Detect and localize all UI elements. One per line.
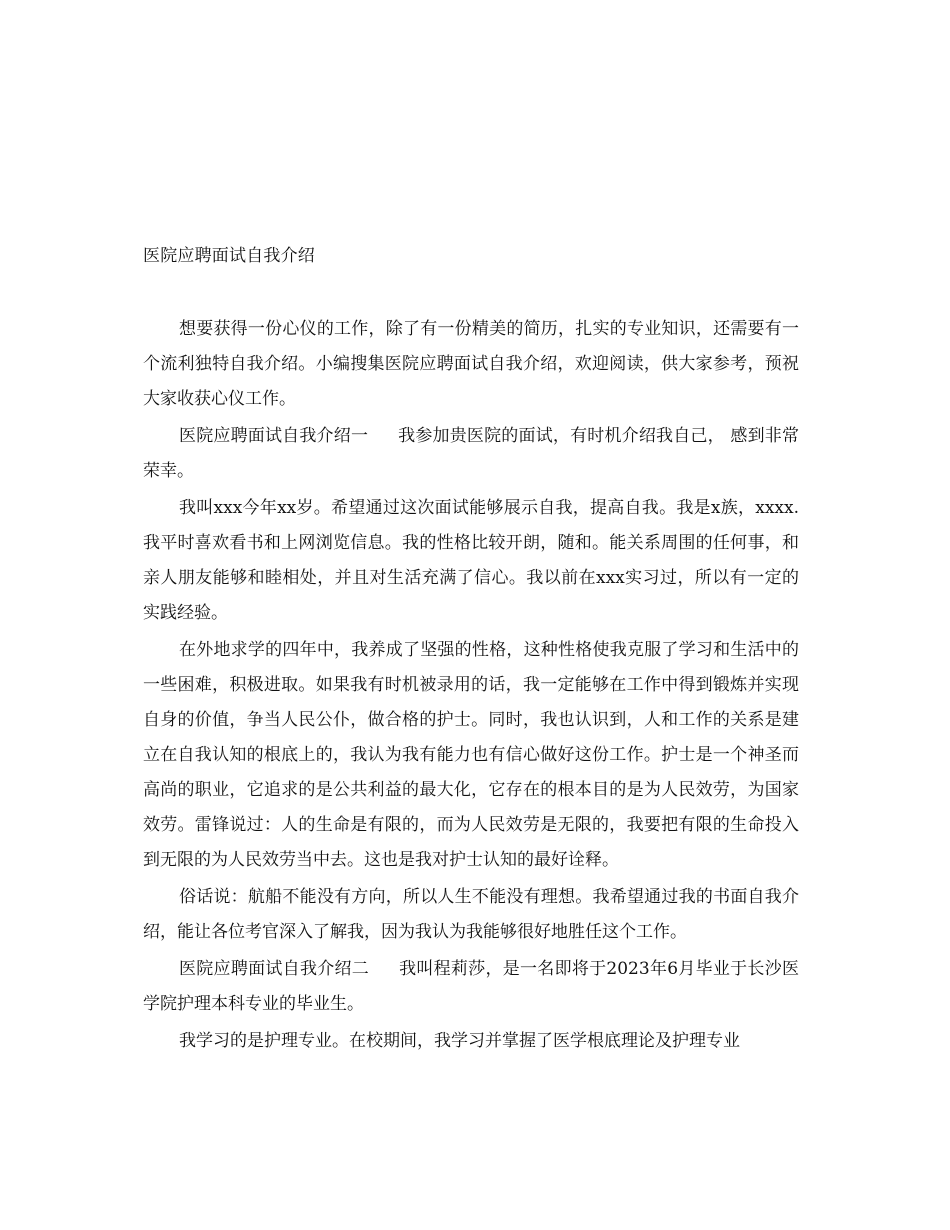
document-title: 医院应聘面试自我介绍 <box>143 246 315 266</box>
body-paragraph <box>143 633 799 878</box>
body-paragraph <box>143 491 799 631</box>
paragraph-text: 我叫程莉莎，是一名即将于2023年6月毕业于长沙医学院护理本科专业的毕业生。 <box>143 959 799 1014</box>
section-one-paragraph <box>143 419 799 489</box>
section-heading: 医院应聘面试自我介绍二 <box>179 959 370 979</box>
paragraph-text: 在外地求学的四年中，我养成了坚强的性格，这种性格使我克服了学习和生活中的一些困难，积极进取。如果我有时机被录用的话，我一定能够在工作中得到锻炼并实现自身的价值，争当人民公仆，做合格的护士。同时，我也认识到，人和工作的关系是建立在自我认知的根底上的，我认为我有能力也有信心做好这份工作。护士是一个神圣而高尚的职业，它追求的是公共利益的最大化，它存在的根本目的是为人民效劳，为国家效劳。雷锋说过：人的生命是有限的，而为人民效劳是无限的，我要把有限的生命投入到无限的为人民效劳当中去。这也是我对护士认知的最好诠释。 <box>143 640 799 870</box>
paragraph-text: 我参加贵医院的面试，有时机介绍我自己， 感到非常荣幸。 <box>143 426 800 481</box>
paragraph-text: 我叫xxx今年xx岁。希望通过这次面试能够展示自我，提高自我。我是x族，xxxx.我平时喜欢看书和上网浏览信息。我的性格比较开朗，随和。能关系周围的任何事，和亲人朋友能够和睦相处，并且对生活充满了信心。我以前在xxx实习过，所以有一定的实践经验。 <box>143 498 799 623</box>
paragraph-text: 我学习的是护理专业。在校期间，我学习并掌握了医学根底理论及护理专业 <box>179 1031 740 1051</box>
document-body <box>143 240 799 1061</box>
section-two-paragraph <box>143 952 799 1022</box>
paragraph-text: 想要获得一份心仪的工作，除了有一份精美的简历，扎实的专业知识，还需要有一个流利独特自我介绍。小编搜集医院应聘面试自我介绍，欢迎阅读，供大家参考，预祝大家收获心仪工作。 <box>143 319 799 409</box>
body-paragraph <box>143 880 799 950</box>
intro-paragraph <box>143 312 799 417</box>
body-paragraph <box>143 1024 799 1059</box>
section-heading: 医院应聘面试自我介绍一 <box>179 426 369 446</box>
paragraph-text: 俗话说：航船不能没有方向，所以人生不能没有理想。我希望通过我的书面自我介绍，能让各位考官深入了解我，因为我认为我能够很好地胜任这个工作。 <box>143 887 799 942</box>
